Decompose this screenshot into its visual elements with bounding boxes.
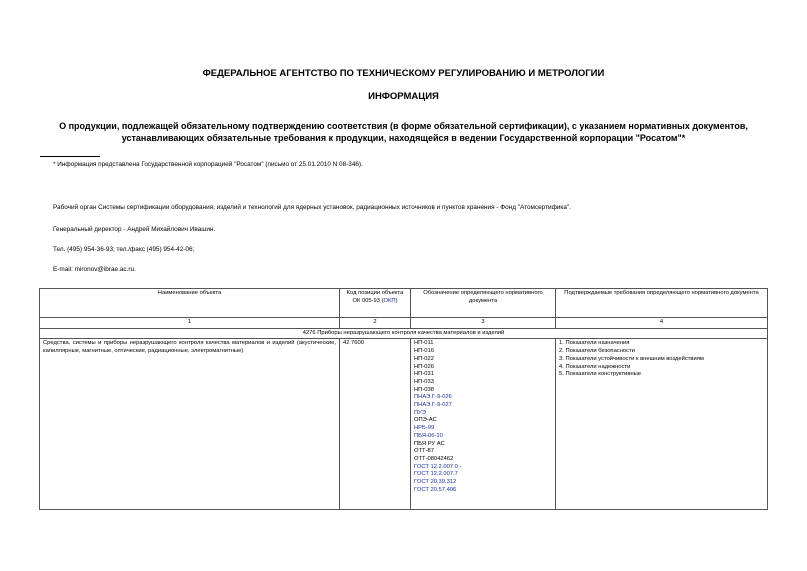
doc-item: НП-038 <box>414 386 434 393</box>
group-row <box>40 328 768 339</box>
doc-item: НП-033 <box>414 378 434 385</box>
doc-link[interactable]: ГОСТ 12.2.007.0 - <box>414 463 462 470</box>
requirement-item: 1. Показатели назначения <box>559 340 630 347</box>
doc-link[interactable]: ГОСТ 12.2.007.7 <box>414 471 458 478</box>
okp-link[interactable]: ОКП <box>383 297 396 304</box>
subtitle-line-2: устанавливающих обязательные требования к продукции, находящейся в ведении Государственной корпорации "Росатом"* <box>121 133 686 143</box>
column-number: 3 <box>411 318 556 329</box>
footnote: * Информация представлена Государственной корпорацией "Росатом" (письмо от 25.01.2010 N 08-346). <box>53 161 363 168</box>
header-req: Подтверждаемые требования определяющего нормативного документа <box>556 289 768 318</box>
requirement-item: 2. Показатели безопасности <box>559 348 635 355</box>
table-row <box>40 339 768 510</box>
doc-link[interactable]: НРБ-99 <box>414 425 435 432</box>
group-title: 4276 Приборы неразрушающего контроля качества материалов и изделий <box>40 328 768 339</box>
email-line: E-mail: mironov@ibrae.ac.ru. <box>53 266 136 273</box>
products-table <box>39 288 768 510</box>
doc-item: НП-016 <box>414 348 434 355</box>
subtitle-line-1: О продукции, подлежащей обязательному подтверждению соответствия (в форме обязательной сертификации), с указанием нормативных документов, <box>59 121 748 131</box>
info-title: ИНФОРМАЦИЯ <box>368 91 439 102</box>
column-number: 2 <box>340 318 411 329</box>
doc-link[interactable]: ГОСТ 20.57.406 <box>414 486 457 493</box>
requirement-item: 4. Показатели надежности <box>559 363 631 370</box>
doc-item: ОТТ-08042462 <box>414 455 454 462</box>
doc-link[interactable]: ПНАЭ Г-9-026 <box>414 394 452 401</box>
table-header-row <box>40 289 768 318</box>
doc-link[interactable]: ПНАЭ Г-9-027 <box>414 402 452 409</box>
doc-item: НП-026 <box>414 363 434 370</box>
footnote-divider <box>40 156 100 157</box>
doc-link[interactable]: ГОСТ 20.39.312 <box>414 479 457 486</box>
header-code <box>340 289 411 318</box>
doc-item: НП-011 <box>414 340 434 347</box>
doc-item: ОТТ-87 <box>414 448 434 455</box>
column-number: 1 <box>40 318 340 329</box>
requirement-list <box>556 339 768 510</box>
column-number-row <box>40 318 768 329</box>
header-doc: Обозначение определяющего нормативного документа <box>411 289 556 318</box>
director-line: Генеральный директор - Андрей Михайлович Ивашин. <box>53 226 216 233</box>
document-subtitle <box>40 120 767 144</box>
header-code-close: ) <box>395 297 398 304</box>
agency-title: ФЕДЕРАЛЬНОЕ АГЕНТСТВО ПО ТЕХНИЧЕСКОМУ РЕГУЛИРОВАНИЮ И МЕТРОЛОГИИ <box>202 68 605 79</box>
object-name: Средства, системы и приборы неразрушающего контроля качества материалов и изделий (акустические, капиллярные, магнитные, оптические, радиационные, электромагнитные) <box>40 339 340 510</box>
doc-list <box>411 339 556 510</box>
doc-link[interactable]: ПБЯ-06-10 <box>414 432 443 439</box>
certification-body: Рабочий орган Системы сертификации оборудования, изделий и технологий для ядерных установок, радиационных источников и пунктов хранения - Фонд "Атомсертифика". <box>53 204 571 211</box>
header-code-text: Код позиции объекта ОК 005-93 ( <box>346 290 404 304</box>
phone-line: Тел. (495) 954-36-93; тел./факс (495) 954-42-06; <box>53 246 195 253</box>
doc-item: НП-022 <box>414 355 434 362</box>
requirement-item: 3. Показатели устойчивости к внешним воздействиям <box>559 355 704 362</box>
doc-item: НП-031 <box>414 371 434 378</box>
requirement-item: 5. Показатели конструктивные <box>559 371 642 378</box>
doc-link[interactable]: ПУЭ <box>414 409 426 416</box>
column-number: 4 <box>556 318 768 329</box>
doc-item: ПБЯ РУ АС <box>414 440 445 447</box>
object-code: 42 7600 <box>340 339 411 510</box>
header-name: Наименование объекта <box>40 289 340 318</box>
doc-item: ОПЭ-АС <box>414 417 437 424</box>
